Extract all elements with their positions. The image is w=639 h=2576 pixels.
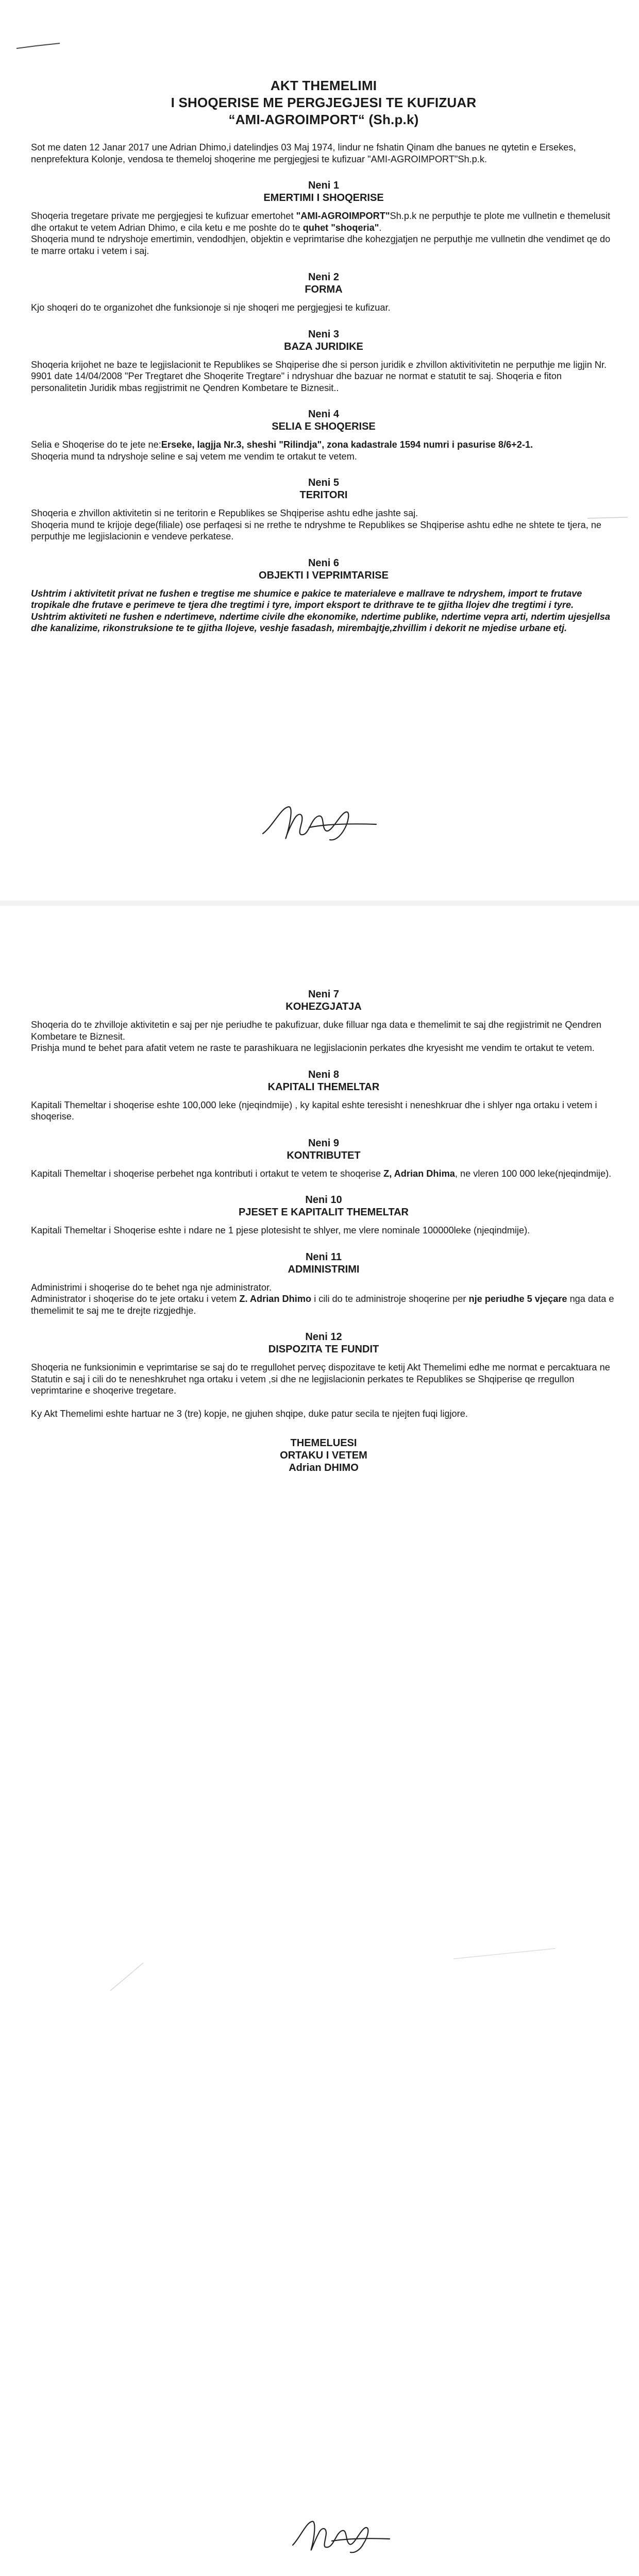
article-number: Neni 3: [308, 328, 340, 340]
article-title: ADMINISTRIMI: [288, 1263, 360, 1275]
article-paragraph: Kapitali Themeltar i Shoqerise eshte i ndare ne 1 pjese plotesisht te shlyer, me vlere nominale 100000leke (njeqindmije).: [31, 1225, 530, 1235]
article-7: [31, 988, 616, 1054]
article-1: [31, 179, 616, 257]
article-paragraph: Shoqeria krijohet ne baze te legjislacionit te Republikes se Shqiperise dhe si person juridik e zhvillon aktivitivitetin ne perputhje me ligjin Nr. 9901 date 14/04/2008 "Per Tregtaret dhe Shoqerite Tregtare" i ndryshuar dhe bazuar ne normat e statutit te saj. Shoqeria e fiton personalitetin Juridik mbas regjistrimit ne Qendren Kombetare te Biznesit..: [31, 359, 607, 393]
article-number: Neni 1: [308, 180, 340, 191]
document-title-line-2: I SHOQERISE ME PERGJEGJESI TE KUFIZUAR: [171, 95, 477, 110]
document-title-line-1: AKT THEMELIMI: [270, 78, 377, 93]
scan-mark-icon: [108, 1962, 144, 1993]
article-paragraph: Prishja mund te behet para afatit vetem ne raste te parashikuara ne legjislacionin perkates dhe kryesisht me vendim te ortakut te vetem.: [31, 1043, 595, 1053]
article-title: KOHEZGJATJA: [285, 1001, 362, 1012]
article-paragraph: Kapitali Themeltar i shoqerise eshte 100,000 leke (njeqindmije) , ky kapital eshte teresisht i neneshkruar dhe i shlyer nga ortaku i vetem i shoqerise.: [31, 1099, 597, 1122]
article-6: [31, 557, 616, 634]
article-paragraph: Administrator i shoqerise do te jete ortaku i vetem Z. Adrian Dhimo i cili do te administroje shoqerine per nje periudhe 5 vjeçare nga data e themelimit te saj me te drejte rizgjedhje.: [31, 1294, 614, 1316]
article-number: Neni 12: [305, 1331, 342, 1343]
article-paragraph: Shoqeria mund te krijoje dege(filiale) ose perfaqesi si ne rrethe te ndryshme te Republikes se Shqiperise ashtu edhe ne shtete te tjera, ne perputhje me legjislacionin e vendeve perkatese.: [31, 519, 602, 541]
article-10: [31, 1194, 616, 1236]
article-number: Neni 10: [305, 1194, 342, 1206]
signatory-block: [31, 1437, 616, 1474]
article-5: [31, 477, 616, 543]
signatory-role: THEMELUESI: [290, 1437, 357, 1449]
article-paragraph: Ushtrim i aktivitetit privat ne fushen e tregtise me shumice e pakice te materialeve e mallrave te ndryshem, import te frutave tropikale dhe frutave e perimeve te tjera dhe tregtimi i tyre, import eksport te drithrave te te gjitha llojev dhe tregtimi i tyre.: [31, 588, 582, 610]
article-number: Neni 2: [308, 272, 340, 283]
signatory-role: ORTAKU I VETEM: [280, 1450, 367, 1461]
article-paragraph: Ushtrim aktiviteti ne fushen e ndertimeve, ndertime civile dhe ekonomike, ndertime publike, ndertime vepra arti, ndertim ujesjellsa dhe kanalizime, rikonstruksione te te gjitha llojeve, veshje fasadash, mirembajtje,zhvillim i dekorit ne mjedise urbane etj.: [31, 611, 610, 633]
article-paragraph: Selia e Shoqerise do te jete ne:Erseke, lagjja Nr.3, sheshi "Rilindja", zona kadastrale 1594 numri i pasurise 8/6+2-1.: [31, 439, 533, 450]
article-paragraph: Ky Akt Themelimi eshte hartuar ne 3 (tre) kopje, ne gjuhen shqipe, duke patur secila te njejten fuqi ligjore.: [31, 1408, 468, 1419]
article-number: Neni 9: [308, 1137, 340, 1149]
article-title: KONTRIBUTET: [287, 1149, 361, 1161]
signature-icon: [289, 2513, 392, 2560]
article-title: FORMA: [305, 284, 343, 295]
article-paragraph: Shoqeria mund ta ndryshoje seline e saj vetem me vendim te ortakut te vetem.: [31, 451, 357, 462]
article-title: TERITORI: [299, 489, 348, 501]
article-11: [31, 1251, 616, 1317]
page-separator: [0, 901, 639, 906]
document-page-2: [0, 906, 639, 1806]
article-title: PJESET E KAPITALIT THEMELTAR: [238, 1207, 409, 1218]
article-paragraph: Administrimi i shoqerise do te behet nga nje administrator.: [31, 1282, 272, 1293]
signature-icon: [258, 798, 381, 849]
article-title: DISPOZITA TE FUNDIT: [268, 1344, 379, 1355]
article-paragraph: Kjo shoqeri do te organizohet dhe funksionoje si nje shoqeri me pergjegjesi te kufizuar.: [31, 302, 391, 313]
article-12: [31, 1331, 616, 1419]
article-9: [31, 1137, 616, 1180]
article-paragraph: Kapitali Themeltar i shoqerise perbehet nga kontributi i ortakut te vetem te shoqerise Z, Adrian Dhima, ne vleren 100 000 leke(njeqindmije).: [31, 1168, 612, 1179]
article-title: OBJEKTI I VEPRIMTARISE: [259, 569, 389, 581]
article-2: [31, 271, 616, 314]
article-number: Neni 5: [308, 477, 340, 488]
article-number: Neni 4: [308, 409, 340, 420]
article-paragraph: Shoqeria e zhvillon aktivitetin si ne teritorin e Republikes se Shqiperise ashtu edhe jashte saj.: [31, 508, 418, 518]
document-page-1: [0, 0, 639, 901]
article-paragraph: Shoqeria do te zhvilloje aktivitetin e saj per nje periudhe te pakufizuar, duke filluar nga data e themelimit te saj dhe regjistrimit ne Qendren Kombetare te Biznesit.: [31, 1020, 602, 1042]
signatory-name: Adrian DHIMO: [289, 1462, 359, 1473]
article-paragraph: Shoqeria ne funksionimin e veprimtarise se saj do te rregullohet perveç dispozitave te ketij Akt Themelimi edhe me normat e percaktuara ne Statutin e saj i cili do te neneshkruhet nga ortaku i vetem ,si dhe ne legjislacionin perkates te Republikes se Shqiperise qe rregullon veprimtarine e shoqerive tregetare.: [31, 1362, 610, 1396]
article-number: Neni 7: [308, 989, 340, 1000]
article-number: Neni 8: [308, 1069, 340, 1080]
article-title: KAPITALI THEMELTAR: [267, 1081, 380, 1093]
scan-mark-icon: [15, 41, 62, 52]
document-title-line-3: “AMI-AGROIMPORT“ (Sh.p.k): [228, 112, 419, 127]
article-title: BAZA JURIDIKE: [284, 341, 363, 352]
article-4: [31, 408, 616, 462]
intro-paragraph: Sot me daten 12 Janar 2017 une Adrian Dhimo,i datelindjes 03 Maj 1974, lindur ne fshatin Qinam dhe banues ne qytetin e Ersekes, nenprefektura Kolonje, vendosa te themeloj shoqerine me pergjegjesi te kufizuar "AMI-AGROIMPORT"Sh.p.k.: [31, 142, 576, 164]
article-3: [31, 328, 616, 394]
article-title: EMERTIMI I SHOQERISE: [263, 192, 384, 204]
article-number: Neni 6: [308, 557, 340, 569]
article-8: [31, 1069, 616, 1123]
article-title: SELIA E SHOQERISE: [272, 421, 376, 432]
article-number: Neni 11: [305, 1251, 342, 1263]
scan-mark-icon: [453, 1946, 557, 1962]
article-paragraph: Shoqeria mund te ndryshoje emertimin, vendodhjen, objektin e veprimtarise dhe kohezgjatjen ne perputhje me vullnetin dhe vendimet qe do te marre ortaku i vetem i saj.: [31, 234, 611, 256]
article-paragraph: Shoqeria tregetare private me pergjegjesi te kufizuar emertohet "AMI-AGROIMPORT"Sh.p.k ne perputhje te plote me vullnetin e themelusit dhe ortakut te vetem Adrian Dhimo, e cila ketu e me poshte do te quhet "shoqeria".: [31, 211, 611, 233]
